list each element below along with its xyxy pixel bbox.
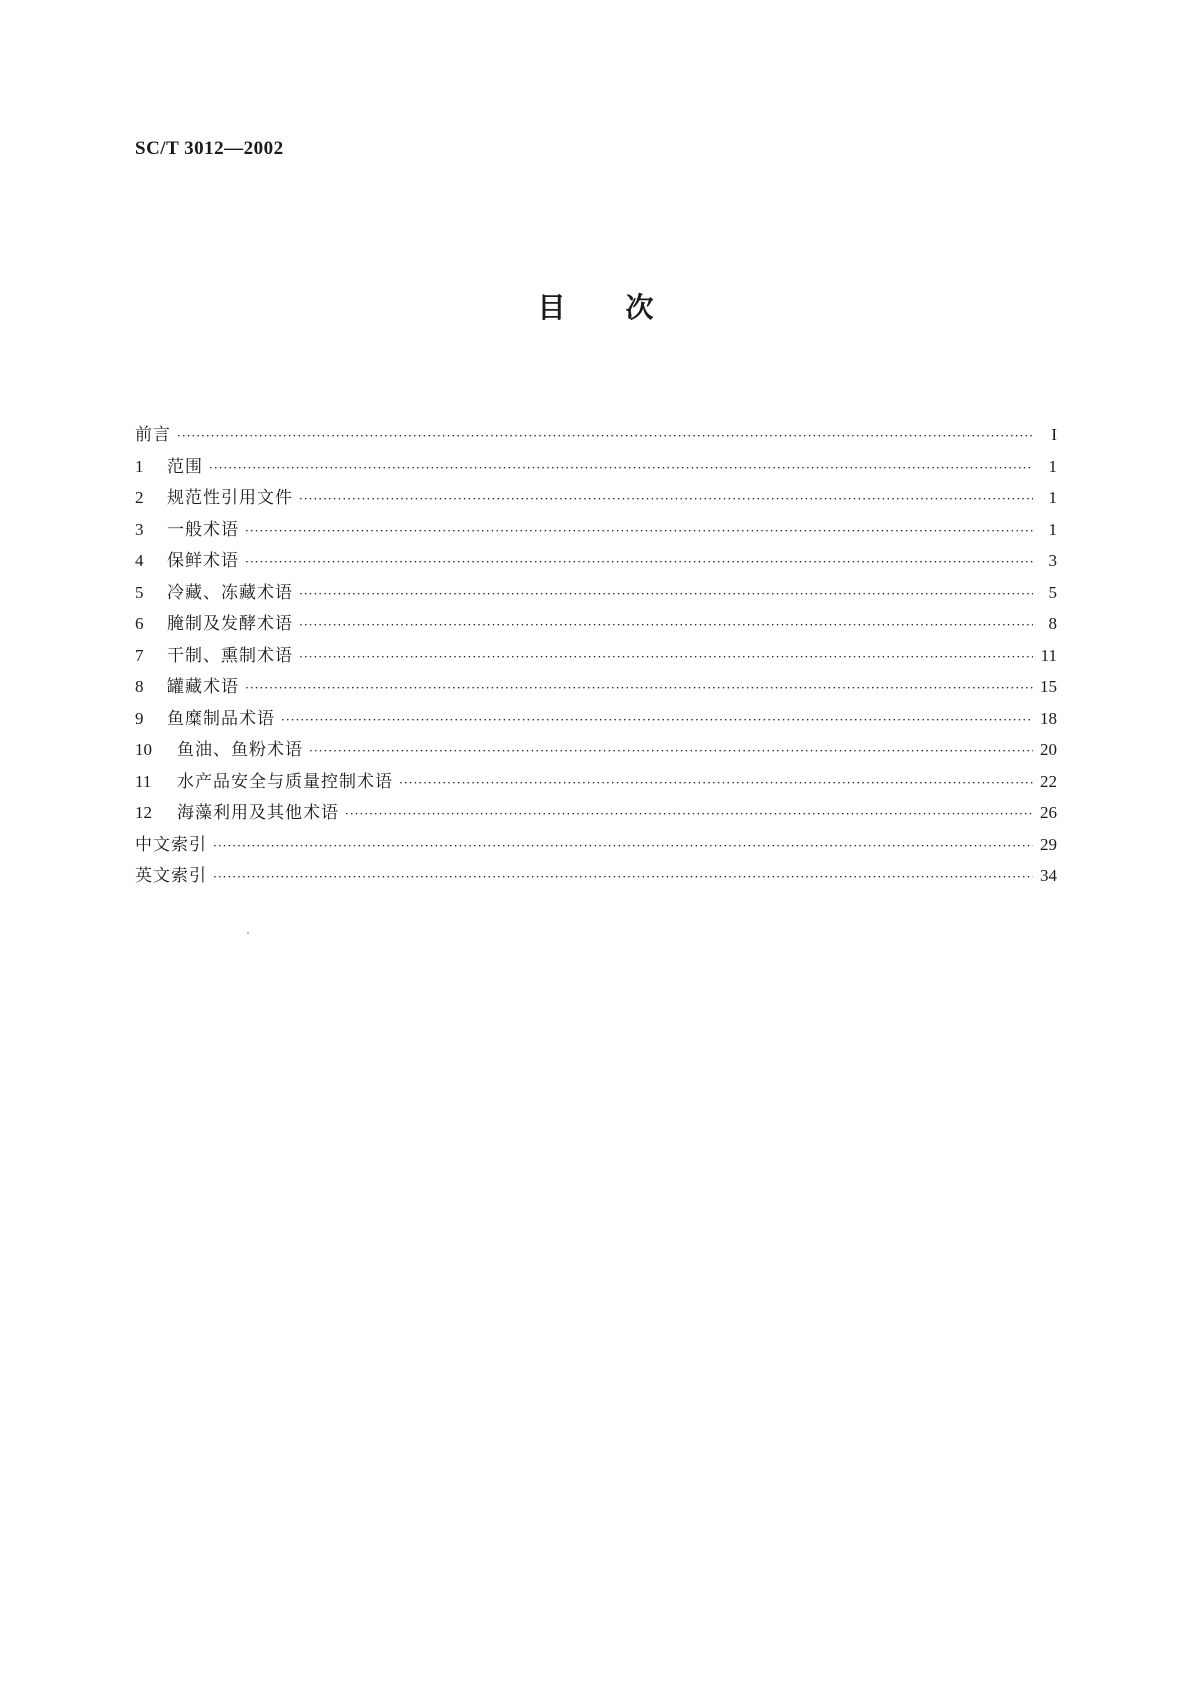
toc-entry-label: 鱼糜制品术语: [167, 708, 275, 729]
toc-leader-dots: [309, 736, 1033, 768]
toc-entry-9[interactable]: [135, 703, 1057, 735]
toc-entry-label: 规范性引用文件: [167, 488, 293, 508]
toc-entry-number: 2: [135, 488, 144, 507]
toc-entry-1[interactable]: [135, 451, 1057, 483]
toc-entry-8[interactable]: [135, 671, 1057, 703]
toc-entry-page: 11: [1040, 645, 1057, 665]
toc-leader-dots: [299, 642, 1033, 674]
toc-entry-number: 9: [135, 708, 144, 728]
standard-code: SC/T 3012—2002: [135, 138, 284, 159]
toc-entry-label: 海藻利用及其他术语: [177, 803, 339, 823]
toc-entry-number: 8: [135, 677, 144, 696]
toc-entry-label: 一般术语: [167, 519, 239, 540]
toc-leader-dots: [299, 579, 1033, 611]
toc-entry-page: 5: [1048, 582, 1057, 602]
toc-leader-dots: [245, 547, 1033, 579]
toc-entry-label: 保鲜术语: [167, 551, 239, 571]
table-of-contents: [135, 419, 1057, 892]
toc-leader-dots: [299, 484, 1033, 516]
toc-entry-label: 干制、熏制术语: [167, 645, 293, 666]
toc-entry-chinese-index[interactable]: [135, 829, 1057, 861]
toc-leader-dots: [209, 453, 1033, 485]
toc-entry-page: 1: [1048, 488, 1057, 507]
toc-entry-page: I: [1051, 425, 1057, 444]
toc-entry-number: 5: [135, 582, 144, 602]
toc-entry-page: 22: [1040, 771, 1057, 791]
toc-entry-10[interactable]: [135, 734, 1057, 766]
toc-entry-label: 冷藏、冻藏术语: [167, 582, 293, 603]
toc-entry-number: 6: [135, 614, 144, 633]
toc-entry-page: 20: [1040, 740, 1057, 759]
toc-leader-dots: [177, 421, 1033, 453]
toc-entry-number: 11: [135, 771, 152, 791]
toc-entry-number: 7: [135, 645, 144, 665]
toc-entry-6[interactable]: [135, 608, 1057, 640]
toc-entry-page: 3: [1048, 551, 1057, 570]
toc-entry-label: 前言: [135, 425, 171, 445]
toc-entry-label: 水产品安全与质量控制术语: [177, 771, 393, 792]
toc-entry-page: 26: [1040, 803, 1057, 822]
page-title: 目次: [537, 291, 714, 324]
toc-entry-page: 1: [1048, 456, 1057, 476]
toc-entry-preface[interactable]: [135, 419, 1057, 451]
toc-entry-7[interactable]: [135, 640, 1057, 672]
toc-leader-dots: [245, 673, 1033, 705]
toc-entry-page: 29: [1040, 834, 1057, 854]
toc-entry-label: 鱼油、鱼粉术语: [177, 740, 303, 760]
toc-entry-11[interactable]: [135, 766, 1057, 798]
toc-entry-english-index[interactable]: [135, 860, 1057, 892]
toc-entry-label: 罐藏术语: [167, 677, 239, 697]
toc-entry-label: 腌制及发酵术语: [167, 614, 293, 634]
toc-entry-page: 8: [1048, 614, 1057, 633]
toc-leader-dots: [213, 831, 1033, 863]
toc-entry-page: 15: [1040, 677, 1057, 696]
toc-leader-dots: [399, 768, 1033, 800]
toc-leader-dots: [345, 799, 1033, 831]
toc-leader-dots: [281, 705, 1033, 737]
toc-entry-number: 4: [135, 551, 144, 570]
scan-speck: [247, 932, 249, 934]
toc-entry-number: 12: [135, 803, 152, 822]
toc-leader-dots: [245, 516, 1033, 548]
toc-entry-number: 10: [135, 740, 152, 759]
toc-entry-3[interactable]: [135, 514, 1057, 546]
toc-entry-label: 英文索引: [135, 866, 207, 886]
toc-leader-dots: [213, 862, 1033, 894]
toc-entry-12[interactable]: [135, 797, 1057, 829]
toc-entry-4[interactable]: [135, 545, 1057, 577]
toc-entry-5[interactable]: [135, 577, 1057, 609]
toc-entry-label: 中文索引: [135, 834, 207, 855]
toc-entry-page: 18: [1040, 708, 1057, 728]
toc-leader-dots: [299, 610, 1033, 642]
toc-entry-page: 1: [1048, 519, 1057, 539]
toc-entry-number: 3: [135, 519, 144, 539]
toc-entry-2[interactable]: [135, 482, 1057, 514]
toc-entry-page: 34: [1040, 866, 1057, 885]
toc-entry-number: 1: [135, 456, 144, 476]
toc-entry-label: 范围: [167, 456, 203, 477]
